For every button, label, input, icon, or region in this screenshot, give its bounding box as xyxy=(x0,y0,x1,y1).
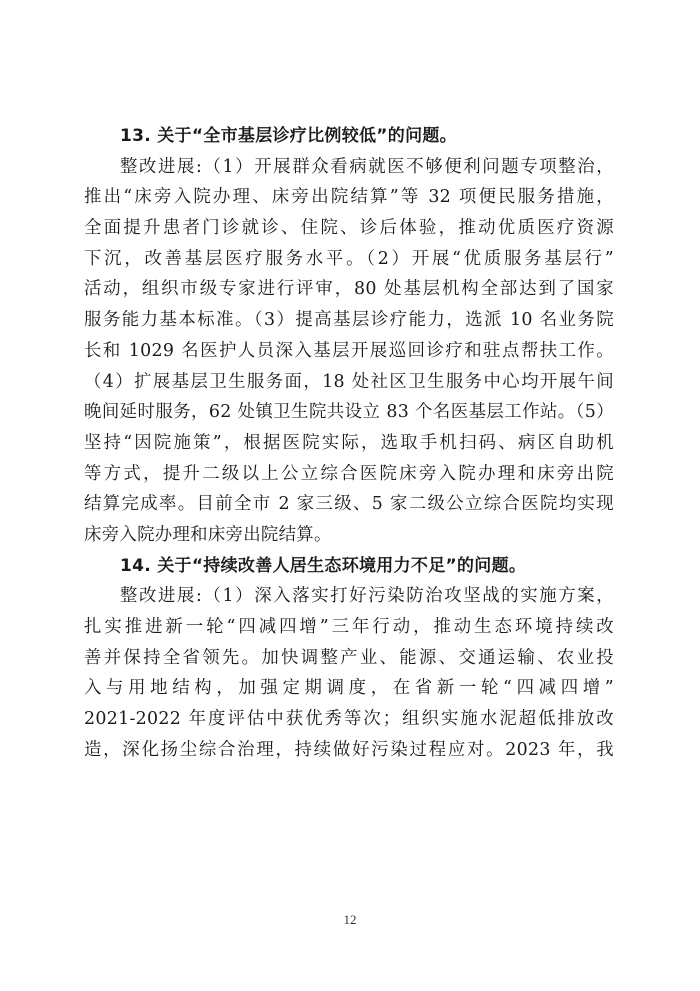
section-14-heading: 14. 关于“持续改善人居生态环境用力不足”的问题。 xyxy=(120,555,527,576)
section-13-line-11: 等方式，提升二级以上公立综合医院床旁入院办理和床旁出院 xyxy=(84,463,614,484)
section-13-heading: 13. 关于“全市基层诊疗比例较低”的问题。 xyxy=(120,126,457,146)
section-14-line-3: 善并保持全省领先。加快调整产业、能源、交通运输、农业投 xyxy=(84,647,614,668)
section-14-line-1: 整改进展:（1）深入落实打好污染防治攻坚战的实施方案， xyxy=(120,586,614,607)
section-13-line-4: 下沉，改善基层医疗服务水平。（2）开展“优质服务基层行” xyxy=(84,248,614,269)
section-13-line-3: 全面提升患者门诊就诊、住院、诊后体验，推动优质医疗资源 xyxy=(84,218,614,239)
section-13-line-8: （4）扩展基层卫生服务面，18 处社区卫生服务中心均开展午间 xyxy=(84,371,614,392)
section-13-line-1: 整改进展:（1）开展群众看病就医不够便利问题专项整治， xyxy=(120,156,614,177)
section-14-line-6: 造，深化扬尘综合治理，持续做好污染过程应对。2023 年，我 xyxy=(84,739,614,760)
section-14-line-4: 入与用地结构，加强定期调度，在省新一轮“四减四增” xyxy=(84,678,614,699)
section-13-line-7: 长和 1029 名医护人员深入基层开展巡回诊疗和驻点帮扶工作。 xyxy=(84,340,614,361)
section-13-line-2: 推出“床旁入院办理、床旁出院结算”等 32 项便民服务措施， xyxy=(84,187,614,208)
page-number: 12 xyxy=(343,912,357,927)
section-14-line-5: 2021-2022 年度评估中获优秀等次；组织实施水泥超低排放改 xyxy=(84,709,614,730)
section-14-line-2: 扎实推进新一轮“四减四增”三年行动，推动生态环境持续改 xyxy=(84,617,614,637)
document-body xyxy=(84,121,614,765)
section-13-line-10: 坚持“因院施策”，根据医院实际，选取手机扫码、病区自助机 xyxy=(84,432,614,453)
section-13-line-13: 床旁入院办理和床旁出院结算。 xyxy=(84,524,332,545)
section-13-line-6: 服务能力基本标准。（3）提高基层诊疗能力，选派 10 名业务院 xyxy=(84,310,614,331)
section-13-line-5: 活动，组织市级专家进行评审，80 处基层机构全部达到了国家 xyxy=(84,279,614,300)
section-13-line-9: 晚间延时服务，62 处镇卫生院共设立 83 个名医基层工作站。（5） xyxy=(84,402,614,423)
section-13-line-12: 结算完成率。目前全市 2 家三级、5 家二级公立综合医院均实现 xyxy=(84,494,614,515)
